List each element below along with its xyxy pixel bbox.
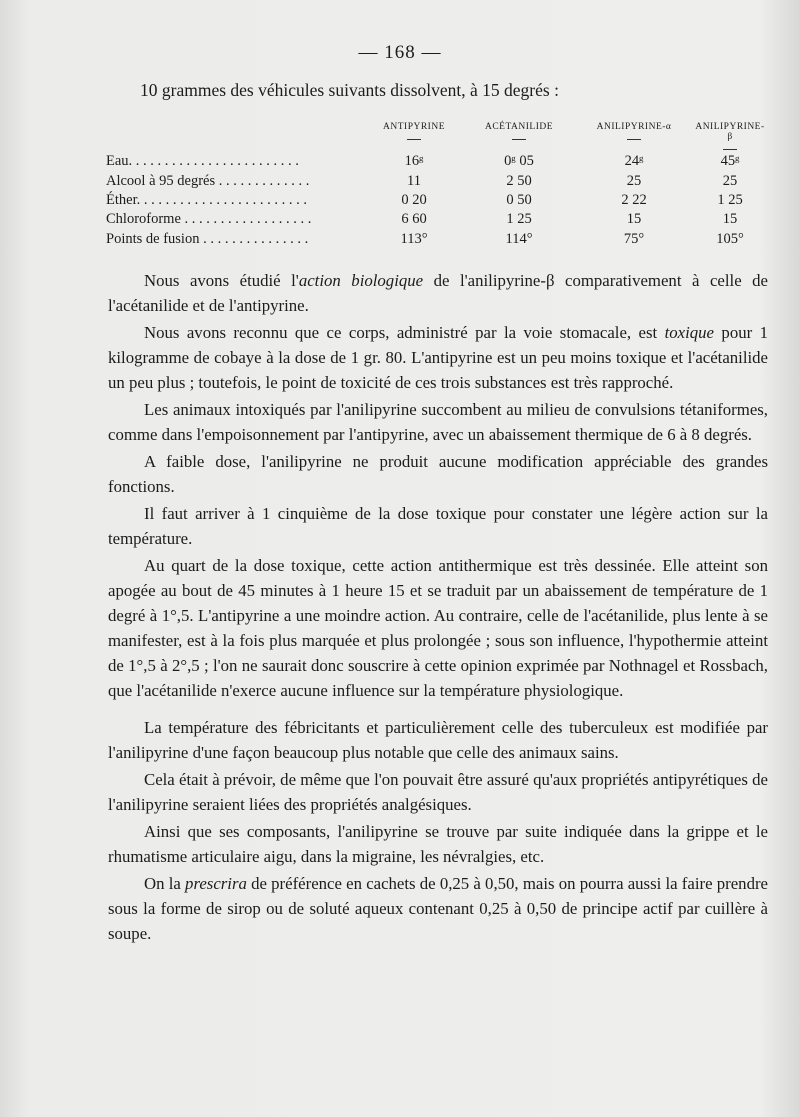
table-cell: 114° — [505, 230, 533, 247]
table-cell: 45ᵍ — [720, 153, 740, 170]
table-cell: 25 — [722, 172, 738, 189]
paragraph: On la prescrira de préférence en cachets de 0,25 à 0,50, mais on pourra aussi la faire prendre sous la forme de sirop ou de soluté aqueux contenant 0,25 à 0,50 de principe actif par cuillère à soupe. — [108, 874, 768, 943]
paragraph: Au quart de la dose toxique, cette action antithermique est très dessinée. Elle atteint son apogée au bout de 45 minutes à 1 heure 15 et se traduit par un abaissement de température de 1 degré à 1°,5. L'antipyrine a une moindre action. Au contraire, celle de l'acétanilide, plus lente à se manifester, est à la fois plus marquée et plus prolongée ; sous son influence, l'hypothermie atteint de 1°,5 à 2°,5 ; l'on ne saurait donc souscrire à cette opinion exprimée par Nothnagel et Rossbach, que l'acétanilide n'exerce aucune influence sur la température physiologique. — [108, 556, 768, 700]
table-cell: 1 25 — [506, 211, 532, 228]
header-cell: ACÉTANILIDE — [464, 122, 574, 152]
table-cell: 24ᵍ — [624, 153, 644, 170]
table-cell: 105° — [716, 230, 744, 247]
table-cell: 6 60 — [401, 211, 427, 228]
header-blank — [106, 122, 364, 152]
table-cell: 2 22 — [621, 191, 647, 208]
table-cell: 25 — [626, 172, 642, 189]
paragraph: Il faut arriver à 1 cinquième de la dose toxique pour constater une légère action sur la température. — [108, 504, 768, 548]
paragraph: Nous avons étudié l'action biologique de l'anilipyrine-β comparativement à celle de l'acétanilide et de l'antipyrine. — [108, 271, 769, 315]
table-cell: 15 — [722, 211, 738, 228]
table-header-row — [106, 122, 766, 152]
table-cell: 16ᵍ — [404, 153, 424, 170]
table-cell: 75° — [623, 230, 645, 247]
row-label: Eau. . . . . . . . . . . . . . . . . . . . . . . . — [106, 153, 299, 170]
table-cell: 2 50 — [506, 172, 532, 189]
header-cell: ANILIPYRINE-β — [694, 122, 766, 152]
paragraph: La température des fébricitants et particulièrement celle des tuberculeux est modifiée par l'anilipyrine d'une façon beaucoup plus notable que celle des animaux sains. — [108, 718, 768, 762]
paragraph: Les animaux intoxiqués par l'anilipyrine succombent au milieu de convulsions tétaniformes, comme dans l'empoisonnement par l'antipyrine, avec un abaissement thermique de 6 à 8 degrés. — [108, 400, 768, 444]
solubility-table — [106, 122, 766, 249]
table-cell: 11 — [407, 172, 421, 189]
paragraph: Cela était à prévoir, de même que l'on pouvait être assuré qu'aux propriétés antipyrétiques de l'anilipyrine seraient liées des propriétés analgésiques. — [108, 770, 768, 814]
table-cell: 0 20 — [401, 191, 427, 208]
table-row — [106, 230, 766, 249]
row-label: Chloroforme . . . . . . . . . . . . . . . . . . — [106, 211, 312, 228]
row-label: Alcool à 95 degrés . . . . . . . . . . . . . — [106, 172, 310, 189]
table-cell: 0ᵍ 05 — [504, 153, 534, 170]
paragraph: Nous avons reconnu que ce corps, administré par la voie stomacale, est toxique pour 1 kilogramme de cobaye à la dose de 1 gr. 80. L'antipyrine est un peu moins toxique et l'acétanilide un peu plus ; toutefois, le point de toxicité de ces trois substances est très rapproché. — [108, 323, 768, 392]
page-number: — 168 — — [358, 42, 442, 63]
table-cell: 113° — [400, 230, 428, 247]
header-cell: ANILIPYRINE-α — [574, 122, 694, 152]
table-cell: 15 — [626, 211, 642, 228]
table-row — [106, 152, 766, 171]
row-label: Points de fusion . . . . . . . . . . . . . . . — [106, 230, 309, 247]
table-row — [106, 210, 766, 229]
header-cell: ANTIPYRINE — [364, 122, 464, 152]
row-label: Éther. . . . . . . . . . . . . . . . . . . . . . . . — [106, 191, 307, 208]
paragraph: Ainsi que ses composants, l'anilipyrine se trouve par suite indiquée dans la grippe et le rhumatisme articulaire aigu, dans la migraine, les névralgies, etc. — [108, 822, 768, 866]
intro-line: 10 grammes des véhicules suivants dissolvent, à 15 degrés : — [140, 80, 559, 100]
table-cell: 0 50 — [506, 191, 532, 208]
table-row — [106, 191, 766, 210]
paragraph: A faible dose, l'anilipyrine ne produit aucune modification appréciable des grandes fonctions. — [108, 452, 768, 496]
table-row — [106, 171, 766, 190]
body-text — [108, 268, 768, 948]
table-cell: 1 25 — [717, 191, 743, 208]
